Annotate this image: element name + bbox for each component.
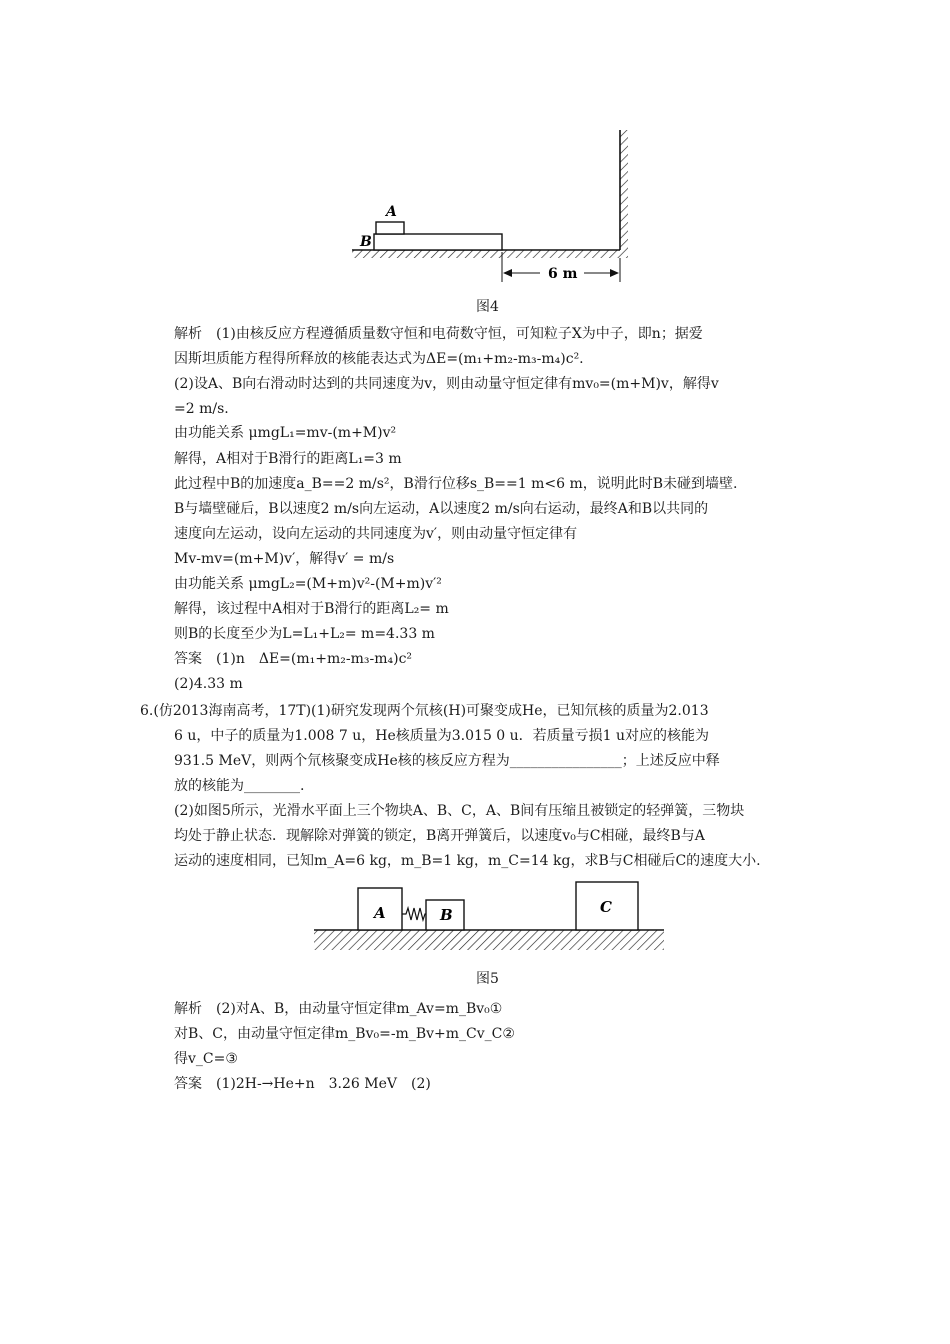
spring — [402, 908, 426, 920]
text-line: 此过程中B的加速度a_B==2 m/s²，B滑行位移s_B==1 m<6 m，说明此时B未碰到墙壁. — [174, 476, 738, 492]
label-a: A — [386, 204, 397, 220]
floor-hatching — [352, 250, 628, 258]
text-line: 解得，A相对于B滑行的距离L₁=3 m — [174, 451, 402, 467]
text-line: B与墙壁碰后，B以速度2 m/s向左运动，A以速度2 m/s向右运动，最终A和B以共同的 — [174, 501, 709, 517]
text-line: 得v_C=③ — [174, 1051, 238, 1067]
question-line: 931.5 MeV，则两个氘核聚变成He核的核反应方程为________________；上述反应中释 — [174, 753, 720, 769]
label-c: C — [600, 898, 612, 916]
text-line: 解得，该过程中A相对于B滑行的距离L₂= m — [174, 601, 449, 617]
text-line: =2 m/s. — [174, 401, 229, 417]
label-b: B — [360, 234, 372, 250]
answer-line: 答案 (1)2H-→He+n 3.26 MeV (2) — [174, 1076, 431, 1092]
text-line: 则B的长度至少为L=L₁+L₂= m=4.33 m — [174, 626, 435, 642]
text-line: (2)设A、B向右滑动时达到的共同速度为v，则由动量守恒定律有mv₀=(m+M)v，解得v — [174, 376, 719, 392]
question-line: 均处于静止状态．现解除对弹簧的锁定，B离开弹簧后，以速度v₀与C相碰，最终B与A — [174, 828, 705, 844]
text-line: 由功能关系 μmgL₂=(M+m)v²-(M+m)v′² — [174, 576, 442, 592]
board-b — [374, 234, 502, 250]
block-a — [376, 222, 404, 234]
question-line: 6.(仿2013海南高考，17T)(1)研究发现两个氘核(H)可聚变成He，已知氘核的质量为2.013 — [140, 703, 709, 719]
question-line: 6 u，中子的质量为1.008 7 u，He核质量为3.015 0 u．若质量亏损1 u对应的核能为 — [174, 728, 710, 744]
text-line: 速度向左运动，设向左运动的共同速度为v′，则由动量守恒定律有 — [174, 526, 578, 542]
figure-4-diagram — [340, 128, 640, 288]
wall-hatching — [620, 130, 628, 250]
figure-5-caption: 图5 — [476, 971, 499, 987]
dimension-label: 6 m — [548, 266, 578, 282]
label-a: A — [374, 904, 386, 922]
question-line: 放的核能为________. — [174, 778, 305, 794]
text-line: 解析 (2)对A、B，由动量守恒定律m_Av=m_Bv₀① — [174, 1001, 503, 1017]
floor-hatching — [314, 930, 664, 950]
label-b: B — [440, 906, 453, 924]
figure-4-caption: 图4 — [476, 299, 499, 315]
text-line: 由功能关系 μmgL₁=mv-(m+M)v² — [174, 425, 397, 441]
text-line: 对B、C，由动量守恒定律m_Bv₀=-m_Bv+m_Cv_C② — [174, 1026, 515, 1042]
question-line: (2)如图5所示，光滑水平面上三个物块A、B、C，A、B间有压缩且被锁定的轻弹簧，三物块 — [174, 803, 745, 819]
question-line: 运动的速度相同，已知m_A=6 kg，m_B=1 kg，m_C=14 kg，求B与C相碰后C的速度大小. — [174, 853, 761, 869]
answer-line: 答案 (1)n ΔE=(m₁+m₂-m₃-m₄)c² — [174, 651, 413, 667]
text-line: 解析 (1)由核反应方程遵循质量数守恒和电荷数守恒，可知粒子X为中子，即n；据爱 — [174, 326, 703, 342]
text-line: 因斯坦质能方程得所释放的核能表达式为ΔE=(m₁+m₂-m₃-m₄)c². — [174, 351, 584, 367]
text-line: Mv-mv=(m+M)v′，解得v′ = m/s — [174, 551, 395, 567]
answer-line: (2)4.33 m — [174, 676, 243, 692]
figure-5-diagram — [310, 878, 670, 958]
